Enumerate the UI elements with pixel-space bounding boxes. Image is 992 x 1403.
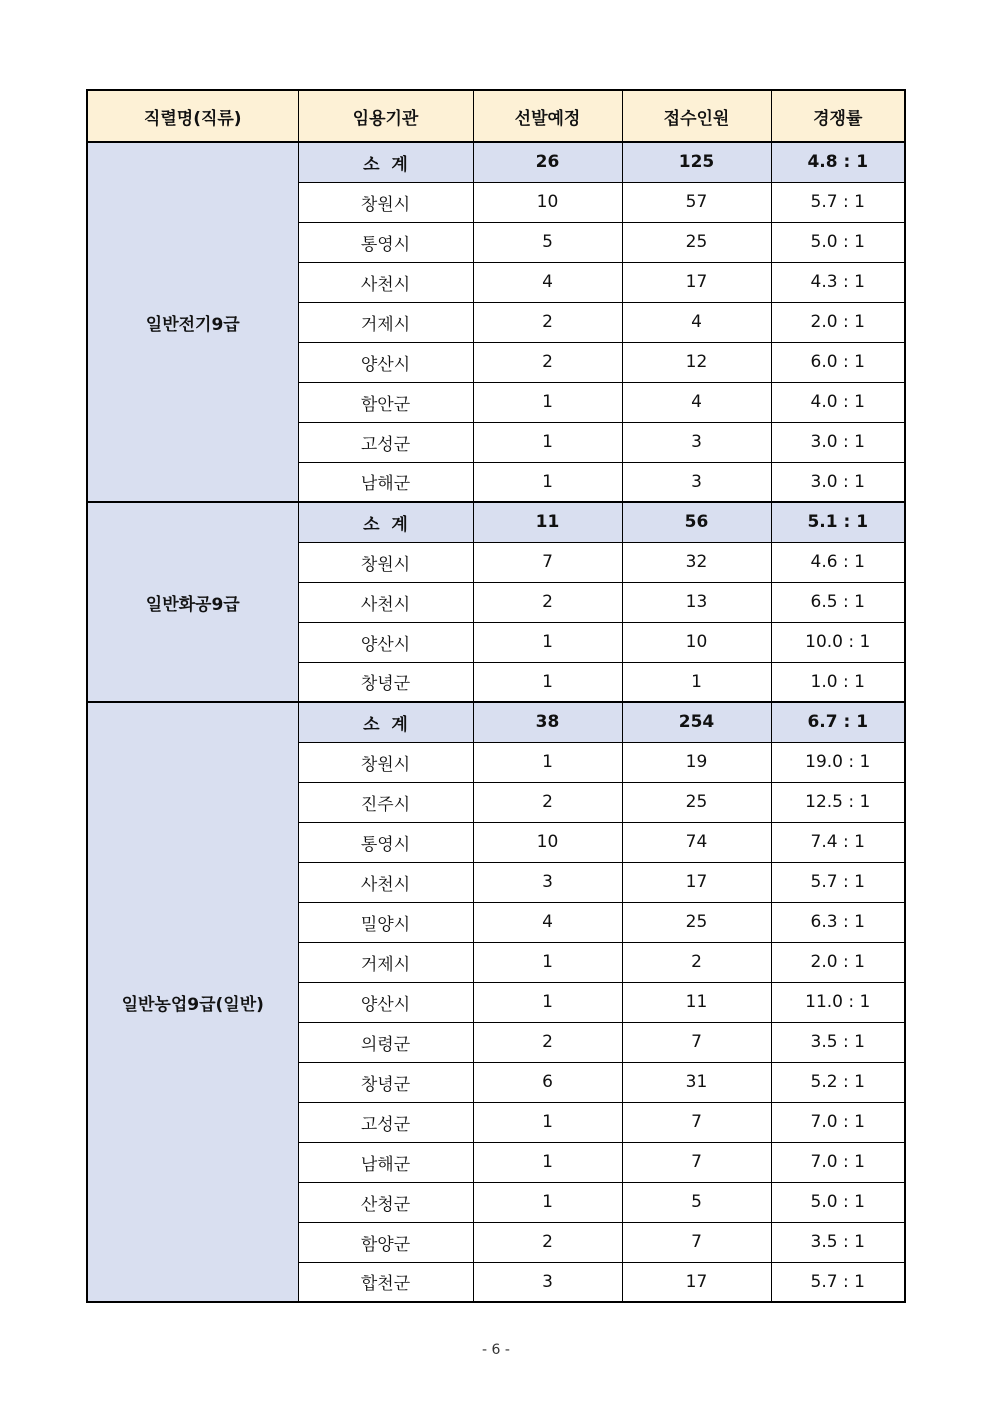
applied-cell: 17 [622,1262,771,1302]
planned-cell: 4 [473,262,622,302]
subtotal-row [87,702,905,742]
agency-cell: 거제시 [298,942,473,982]
agency-cell: 합천군 [298,1262,473,1302]
agency-cell: 사천시 [298,582,473,622]
applied-cell: 25 [622,782,771,822]
ratio-cell: 11.0 : 1 [771,982,905,1022]
agency-cell: 고성군 [298,422,473,462]
applied-cell: 7 [622,1102,771,1142]
planned-cell: 1 [473,422,622,462]
applied-cell: 19 [622,742,771,782]
ratio-cell: 6.3 : 1 [771,902,905,942]
ratio-cell: 7.0 : 1 [771,1142,905,1182]
agency-cell: 함안군 [298,382,473,422]
ratio-cell: 3.0 : 1 [771,462,905,502]
applied-cell: 2 [622,942,771,982]
planned-cell: 4 [473,902,622,942]
agency-cell: 양산시 [298,622,473,662]
planned-cell: 2 [473,1022,622,1062]
planned-cell: 2 [473,782,622,822]
ratio-cell: 3.0 : 1 [771,422,905,462]
subtotal-applied: 125 [622,142,771,182]
page-number: - 6 - [482,1342,510,1358]
job-series-name: 일반농업9급(일반) [87,702,298,1302]
subtotal-row [87,502,905,542]
applied-cell: 57 [622,182,771,222]
applied-cell: 7 [622,1222,771,1262]
header-ratio: 경쟁률 [771,90,905,142]
applied-cell: 13 [622,582,771,622]
group-section [87,702,905,1302]
subtotal-planned: 26 [473,142,622,182]
planned-cell: 1 [473,1182,622,1222]
applied-cell: 4 [622,382,771,422]
ratio-cell: 4.3 : 1 [771,262,905,302]
agency-cell: 사천시 [298,862,473,902]
agency-cell: 산청군 [298,1182,473,1222]
applied-cell: 3 [622,422,771,462]
ratio-cell: 19.0 : 1 [771,742,905,782]
agency-cell: 밀양시 [298,902,473,942]
header-applied: 접수인원 [622,90,771,142]
ratio-cell: 3.5 : 1 [771,1222,905,1262]
planned-cell: 1 [473,382,622,422]
ratio-cell: 5.0 : 1 [771,222,905,262]
applied-cell: 31 [622,1062,771,1102]
planned-cell: 1 [473,982,622,1022]
ratio-cell: 2.0 : 1 [771,302,905,342]
ratio-cell: 5.7 : 1 [771,862,905,902]
ratio-cell: 1.0 : 1 [771,662,905,702]
job-series-name: 일반전기9급 [87,142,298,502]
applied-cell: 4 [622,302,771,342]
group-section [87,142,905,502]
agency-cell: 창녕군 [298,1062,473,1102]
agency-cell: 남해군 [298,462,473,502]
ratio-cell: 12.5 : 1 [771,782,905,822]
ratio-cell: 5.0 : 1 [771,1182,905,1222]
applied-cell: 3 [622,462,771,502]
ratio-cell: 3.5 : 1 [771,1022,905,1062]
planned-cell: 2 [473,302,622,342]
ratio-cell: 5.2 : 1 [771,1062,905,1102]
applied-cell: 12 [622,342,771,382]
agency-cell: 창원시 [298,182,473,222]
planned-cell: 7 [473,542,622,582]
planned-cell: 1 [473,1102,622,1142]
table-header [87,90,905,142]
applied-cell: 32 [622,542,771,582]
planned-cell: 2 [473,1222,622,1262]
ratio-cell: 5.7 : 1 [771,1262,905,1302]
subtotal-ratio: 4.8 : 1 [771,142,905,182]
applied-cell: 17 [622,262,771,302]
planned-cell: 10 [473,822,622,862]
applied-cell: 25 [622,902,771,942]
applied-cell: 17 [622,862,771,902]
applied-cell: 1 [622,662,771,702]
planned-cell: 1 [473,622,622,662]
agency-cell: 고성군 [298,1102,473,1142]
applied-cell: 10 [622,622,771,662]
header-row [87,90,905,142]
planned-cell: 1 [473,742,622,782]
applied-cell: 25 [622,222,771,262]
planned-cell: 3 [473,862,622,902]
header-job-series: 직렬명(직류) [87,90,298,142]
ratio-cell: 7.4 : 1 [771,822,905,862]
subtotal-label: 소 계 [298,142,473,182]
agency-cell: 함양군 [298,1222,473,1262]
ratio-cell: 4.6 : 1 [771,542,905,582]
agency-cell: 창원시 [298,542,473,582]
applied-cell: 7 [622,1022,771,1062]
agency-cell: 진주시 [298,782,473,822]
planned-cell: 3 [473,1262,622,1302]
planned-cell: 2 [473,582,622,622]
planned-cell: 1 [473,662,622,702]
subtotal-ratio: 5.1 : 1 [771,502,905,542]
group-section [87,502,905,702]
agency-cell: 사천시 [298,262,473,302]
subtotal-applied: 56 [622,502,771,542]
ratio-cell: 5.7 : 1 [771,182,905,222]
agency-cell: 의령군 [298,1022,473,1062]
ratio-cell: 10.0 : 1 [771,622,905,662]
applied-cell: 11 [622,982,771,1022]
applied-cell: 7 [622,1142,771,1182]
header-agency: 임용기관 [298,90,473,142]
subtotal-applied: 254 [622,702,771,742]
subtotal-planned: 38 [473,702,622,742]
planned-cell: 2 [473,342,622,382]
planned-cell: 10 [473,182,622,222]
ratio-cell: 2.0 : 1 [771,942,905,982]
agency-cell: 통영시 [298,222,473,262]
agency-cell: 남해군 [298,1142,473,1182]
job-series-name: 일반화공9급 [87,502,298,702]
planned-cell: 5 [473,222,622,262]
applied-cell: 74 [622,822,771,862]
recruitment-table [86,89,906,1303]
planned-cell: 1 [473,1142,622,1182]
subtotal-planned: 11 [473,502,622,542]
agency-cell: 양산시 [298,342,473,382]
ratio-cell: 6.5 : 1 [771,582,905,622]
subtotal-label: 소 계 [298,702,473,742]
subtotal-row [87,142,905,182]
planned-cell: 6 [473,1062,622,1102]
agency-cell: 거제시 [298,302,473,342]
header-planned: 선발예정 [473,90,622,142]
ratio-cell: 7.0 : 1 [771,1102,905,1142]
agency-cell: 통영시 [298,822,473,862]
ratio-cell: 6.0 : 1 [771,342,905,382]
planned-cell: 1 [473,462,622,502]
agency-cell: 양산시 [298,982,473,1022]
agency-cell: 창녕군 [298,662,473,702]
subtotal-label: 소 계 [298,502,473,542]
subtotal-ratio: 6.7 : 1 [771,702,905,742]
planned-cell: 1 [473,942,622,982]
applied-cell: 5 [622,1182,771,1222]
ratio-cell: 4.0 : 1 [771,382,905,422]
agency-cell: 창원시 [298,742,473,782]
